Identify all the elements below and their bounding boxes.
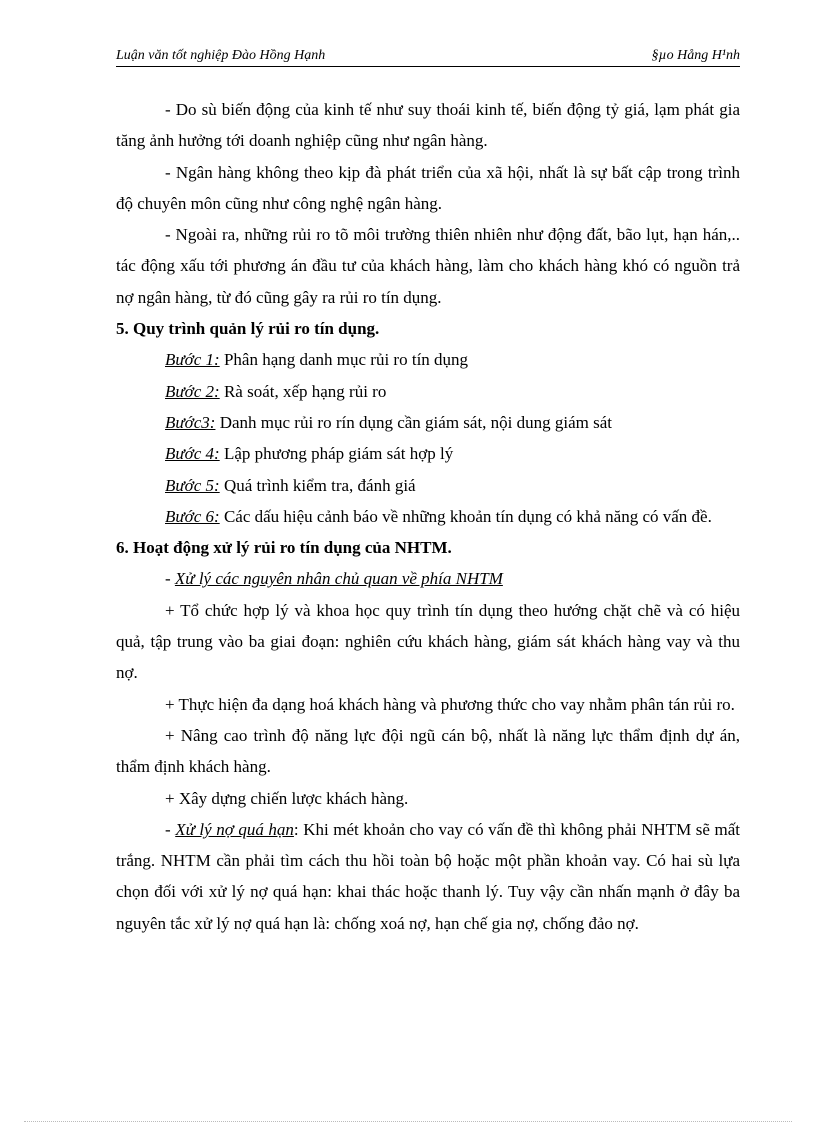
step-text: Lập phương pháp giám sát hợp lý (219, 444, 454, 464)
document-body (116, 94, 740, 939)
paragraph-text: : Khi mét khoản cho vay có vấn đề thì không phải NHTM sẽ mất trắng. NHTM cần phải tìm cách thu hồi toàn bộ hoặc một phần khoản vay. Có hai sù lựa chọn đối với xử lý nợ quá hạn: khai thác hoặc thanh lý. Tuy vậy cần nhấn mạnh ở đây ba nguyên tắc xử lý nợ quá hạn là: chống xoá nợ, hạn chế gia nợ, chống đảo nợ. (116, 819, 740, 933)
step-label: Bước 5: (165, 475, 220, 495)
page-bottom-divider (24, 1121, 792, 1122)
subsection-label: Xử lý nợ quá hạn (175, 819, 294, 839)
step-text: Rà soát, xếp hạng rủi ro (219, 381, 387, 401)
list-item: + Tổ chức hợp lý và khoa học quy trình tín dụng theo hướng chặt chẽ và có hiệu quả, tập trung vào ba giai đoạn: nghiên cứu khách hàng, giám sát khách hàng vay và thu nợ. (116, 600, 740, 683)
step-1 (116, 344, 740, 375)
list-item: + Nâng cao trình độ năng lực đội ngũ cán bộ, nhất là năng lực thẩm định dự án, thẩm định khách hàng. (116, 725, 740, 777)
step-text: Quá trình kiểm tra, đánh giá (219, 475, 416, 495)
step-6 (116, 501, 740, 532)
step-text: Các dấu hiệu cảnh báo về những khoản tín dụng có khả năng có vấn đề. (219, 506, 712, 526)
step-text: Phân hạng danh mục rủi ro tín dụng (219, 350, 469, 370)
step-label: Bước 1: (165, 350, 220, 370)
header-left-text: Luận văn tốt nghiệp Đào Hồng Hạnh (116, 48, 326, 63)
list-item: + Thực hiện đa dạng hoá khách hàng và phương thức cho vay nhằm phân tán rủi ro. (165, 694, 735, 714)
paragraph-overdue-debt (116, 814, 740, 939)
dash-prefix: - (165, 569, 175, 589)
subsection-label: Xử lý các nguyên nhân chủ quan về phía NHTM (174, 569, 503, 589)
step-4 (116, 438, 740, 469)
subsection-subjective-causes (116, 563, 740, 594)
list-item: + Xây dựng chiến lược khách hàng. (165, 788, 409, 808)
paragraph-natural-risk: - Ngoài ra, những rủi ro tõ môi trường thiên nhiên như động đất, bão lụt, hạn hán,.. tác động xấu tới phương án đầu tư của khách hàng, làm cho khách hàng khó có nguồn trả nợ ngân hàng, từ đó cũng gây ra rủi ro tín dụng. (116, 225, 740, 307)
page-header (116, 48, 740, 67)
step-2 (116, 376, 740, 407)
step-label: Bước 2: (165, 381, 220, 401)
paragraph-bank-lag: - Ngân hàng không theo kịp đà phát triển của xã hội, nhất là sự bất cập trong trình độ chuyên môn cũng như công nghệ ngân hàng. (116, 162, 740, 213)
header-right-text: §µo Hång H¹nh (651, 48, 740, 63)
step-text: Danh mục rủi ro rín dụng cần giám sát, nội dung giám sát (215, 412, 613, 432)
dash-prefix: - (165, 819, 176, 839)
paragraph-economic-fluctuation: - Do sù biến động của kinh tế như suy thoái kinh tế, biến động tỷ giá, lạm phát gia tăng ảnh hưởng tới doanh nghiệp cũng như ngân hàng. (116, 100, 740, 151)
step-5 (116, 470, 740, 501)
step-label: Bước3: (165, 412, 216, 432)
section-5-heading: 5. Quy trình quản lý rủi ro tín dụng. (116, 319, 380, 339)
step-3 (116, 407, 740, 438)
step-label: Bước 6: (165, 506, 220, 526)
section-6-heading: 6. Hoạt động xử lý rủi ro tín dụng của NHTM. (116, 538, 452, 558)
step-label: Bước 4: (165, 444, 220, 464)
